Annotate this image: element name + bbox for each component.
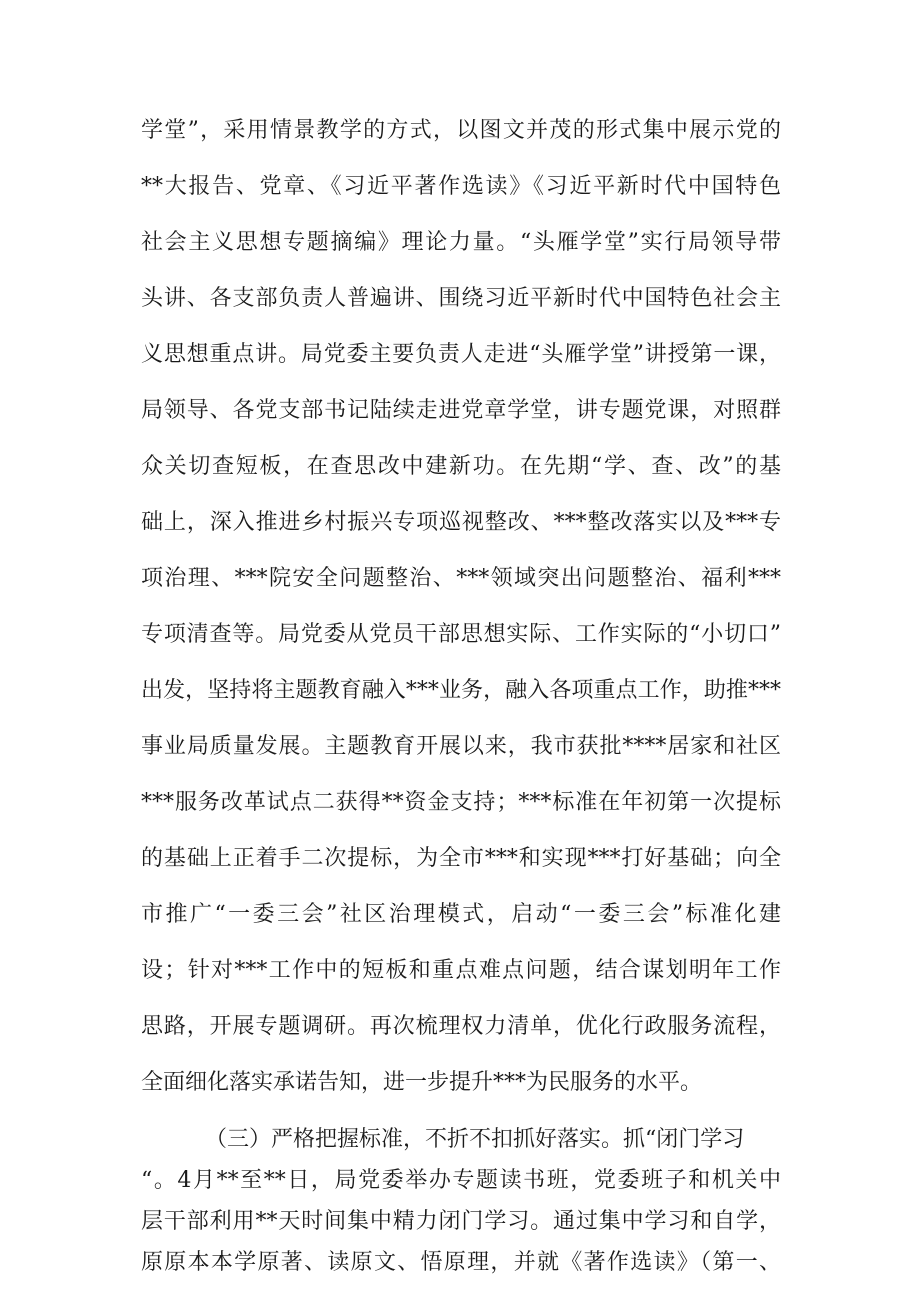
text-line: 的基础上正着手二次提标，为全市***和实现***打好基础；向全	[141, 846, 781, 871]
text-line: 市推广“一委三会”社区治理模式，启动“一委三会”标准化建	[141, 902, 781, 927]
text-line: 义思想重点讲。局党委主要负责人走进“头雁学堂”讲授第一课，	[141, 342, 781, 367]
text-line: 项治理、***院安全问题整治、***领域突出问题整治、福利***	[141, 566, 781, 591]
text-line: 出发，坚持将主题教育融入***业务，融入各项重点工作，助推***	[141, 678, 781, 703]
text-line-last: 全面细化落实承诺告知，进一步提升***为民服务的水平。	[141, 1070, 703, 1095]
text-line: 设；针对***工作中的短板和重点难点问题，结合谋划明年工作	[141, 958, 781, 983]
text-line: 社会主义思想专题摘编》理论力量。“头雁学堂”实行局领导带	[141, 230, 781, 255]
text-line: **大报告、党章、《习近平著作选读》《习近平新时代中国特色	[141, 174, 781, 199]
text-line: “。4月**至**日，局党委举办专题读书班，党委班子和机关中	[141, 1168, 781, 1193]
section-heading-line: （三）严格把握标准，不折不扣抓好落实。抓“闭门学习	[205, 1127, 745, 1152]
text-line: 局领导、各党支部书记陆续走进党章学堂，讲专题党课，对照群	[141, 398, 781, 423]
text-line: 础上，深入推进乡村振兴专项巡视整改、***整改落实以及***专	[141, 510, 781, 535]
text-line: 层干部利用**天时间集中精力闭门学习。通过集中学习和自学，	[141, 1209, 781, 1234]
text-line: 专项清查等。局党委从党员干部思想实际、工作实际的“小切口”	[141, 622, 781, 647]
text-line: 思路，开展专题调研。再次梳理权力清单，优化行政服务流程，	[141, 1014, 781, 1039]
text-line: ***服务改革试点二获得**资金支持；***标准在年初第一次提标	[141, 790, 781, 815]
text-line: 众关切查短板，在查思改中建新功。在先期“学、查、改”的基	[141, 454, 781, 479]
text-line: 学堂”，采用情景教学的方式，以图文并茂的形式集中展示党的	[141, 118, 781, 143]
text-line: 原原本本学原著、读原文、悟原理，并就《著作选读》（第一、	[141, 1250, 781, 1275]
text-line: 头讲、各支部负责人普遍讲、围绕习近平新时代中国特色社会主	[141, 286, 781, 311]
text-line: 事业局质量发展。主题教育开展以来，我市获批****居家和社区	[141, 734, 781, 759]
